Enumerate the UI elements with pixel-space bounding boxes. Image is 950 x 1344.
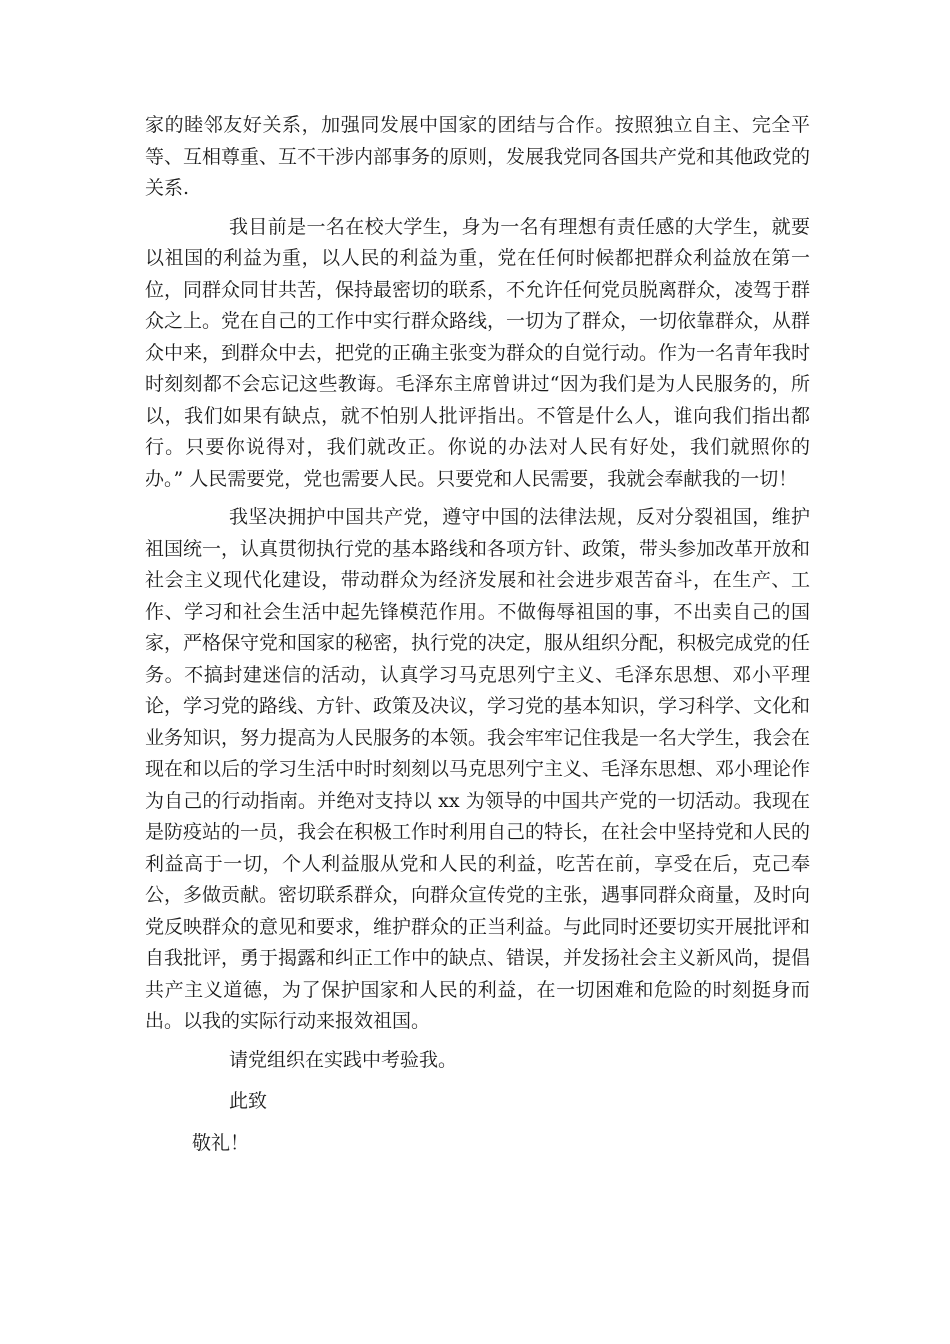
paragraph-student-commitment: 我目前是一名在校大学生，身为一名有理想有责任感的大学生，就要以祖国的利益为重，以人民的利益为重，党在任何时候都把群众利益放在第一位，同群众同甘共苦，保持最密切的联系，不允许任何党员脱离群众，凌驾于群众之上。党在自己的工作中实行群众路线，一切为了群众，一切依靠群众，从群众中来，到群众中去，把党的正确主张变为群众的自觉行动。作为一名青年我时时刻刻都不会忘记这些教诲。毛泽东主席曾讲过“因为我们是为人民服务的，所以，我们如果有缺点，就不怕别人批评指出。不管是什么人，谁向我们指出都行。只要你说得对，我们就改正。你说的办法对人民有好处，我们就照你的办。” 人民需要党，党也需要人民。只要党和人民需要，我就会奉献我的一切！ (145, 215, 811, 490)
paragraph-party-support: 我坚决拥护中国共产党，遵守中国的法律法规，反对分裂祖国，维护祖国统一，认真贯彻执行党的基本路线和各项方针、政策，带头参加改革开放和社会主义现代化建设，带动群众为经济发展和社会进步艰苦奋斗，在生产、工作、学习和社会生活中起先锋模范作用。不做侮辱祖国的事，不出卖自己的国家，严格保守党和国家的秘密，执行党的决定，服从组织分配，积极完成党的任务。不搞封建迷信的活动，认真学习马克思列宁主义、毛泽东思想、邓小平理论，学习党的路线、方针、政策及决议，学习党的基本知识，学习科学、文化和业务知识，努力提高为人民服务的本领。我会牢牢记住我是一名大学生，我会在现在和以后的学习生活中时时刻刻以马克思列宁主义、毛泽东思想、邓小理论作为自己的行动指南。并绝对支持以 xx 为领导的中国共产党的一切活动。我现在是防疫站的一员，我会在积极工作时利用自己的特长，在社会中坚持党和人民的利益高于一切，个人利益服从党和人民的利益，吃苦在前，享受在后，克己奉公，多做贡献。密切联系群众，向群众宣传党的主张，遇事同群众商量，及时向党反映群众的意见和要求，维护群众的正当利益。与此同时还要切实开展批评和自我批评，勇于揭露和纠正工作中的缺点、错误，并发扬社会主义新风尚，提倡共产主义道德，为了保护国家和人民的利益，在一切困难和危险的时刻挺身而出。以我的实际行动来报效祖国。 (145, 506, 811, 1032)
salutation: 此致 (229, 1090, 268, 1112)
paragraph-continuation: 家的睦邻友好关系，加强同发展中国家的团结与合作。按照独立自主、完全平等、互相尊重、互不干涉内部事务的原则，发展我党同各国共产党和其他政党的关系. (145, 114, 811, 199)
request-line: 请党组织在实践中考验我。 (229, 1048, 458, 1071)
document-body (145, 110, 810, 1169)
closing-greeting: 敬礼！ (192, 1131, 250, 1154)
